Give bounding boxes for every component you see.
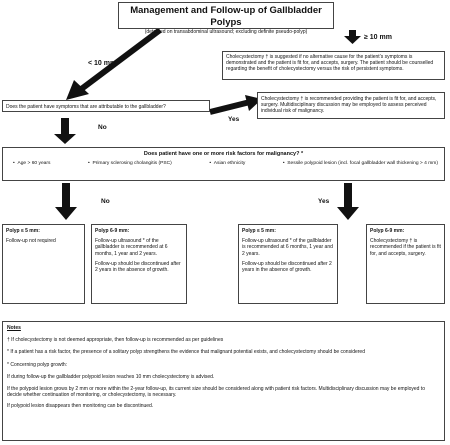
risk-factor-item: • Asian ethnicity <box>209 161 246 167</box>
label-risk-yes: Yes <box>318 198 330 205</box>
box-text: Follow-up should be discontinued after 2 years in the absence of growth. <box>242 260 332 274</box>
box-title: Polyp ≤ 5 mm: <box>242 228 276 234</box>
symptoms-question: Does the patient have symptoms that are attributable to the gallbladder? <box>6 104 166 110</box>
notes-box <box>2 321 445 441</box>
label-small: < 10 mm <box>88 60 117 67</box>
symptoms-yes-box <box>257 92 445 119</box>
page-subtitle: (detected on transabdominal ultrasound; excluding definite pseudo-polyp) <box>144 29 308 35</box>
symptoms-question-box <box>2 100 210 112</box>
note-item: If polypoid lesion disappears then monitoring can be discontinued. <box>7 403 154 410</box>
large-polyp-box <box>222 51 445 80</box>
large-polyp-text: Cholecystectomy † is suggested if no alternative cause for the patient’s symptoms is demonstrated and the patient is fit for, and accepts, surgery. The patient should be counselled regarding the benefit of cholecystectomy versus the risk of persistent symptoms. <box>226 54 434 73</box>
title-box <box>118 2 334 35</box>
note-item: If during follow-up the gallbladder polypoid lesion reaches 10 mm cholecystectomy is advised. <box>7 373 215 380</box>
box-title: Polyp 6-9 mm: <box>370 228 405 234</box>
page-title: Management and Follow-up of Gallbladder Polyps <box>130 5 322 28</box>
note-item: * If a patient has a risk factor, the presence of a solitary polyp strengthens the evidence that malignant potential exists, and cholecystectomy should be considered <box>7 349 365 356</box>
yes-mid-box <box>366 224 445 304</box>
box-text: Follow-up should be discontinued after 2 years in the absence of growth. <box>95 260 181 274</box>
box-text: Follow-up ultrasound * of the gallbladder is recommended at 6 months, 1 year and 2 years. <box>95 238 168 257</box>
label-symptoms-no: No <box>98 124 107 131</box>
arrow-risk-yes <box>337 183 359 220</box>
box-text: Follow-up ultrasound * of the gallbladder is recommended at 6 months, 1 year and 2 years. <box>242 238 333 257</box>
box-title: Polyp 6-9 mm: <box>95 228 130 234</box>
no-mid-box <box>91 224 187 304</box>
risk-factor-box <box>2 147 445 181</box>
no-small-box <box>2 224 85 304</box>
arrow-large <box>344 30 361 44</box>
notes-heading: Notes <box>7 325 21 331</box>
risk-factor-item: • Sessile polypoid lesion (incl. focal gallbladder wall thickening > 4 mm) <box>282 161 438 167</box>
note-item: † If cholecystectomy is not deemed appropriate, then follow-up is recommended as per guidelines <box>7 337 224 344</box>
risk-factor-item: • Primary sclerosing cholangitis (PSC) <box>88 161 172 167</box>
yes-small-box <box>238 224 338 304</box>
box-text: Follow-up not required <box>6 238 56 245</box>
risk-factor-item: • Age > 60 years <box>13 161 51 167</box>
risk-question: Does patient have one or more risk factors for malignancy? * <box>143 151 304 157</box>
note-item: If the polypoid lesion grows by 2 mm or more within the 2-year follow-up, its current size should be considered along with patient risk factors. Multidisciplinary discussion may be employed to decide whether continuation of monitoring, or cholecystectomy, is necessary. <box>7 386 425 399</box>
arrow-symptoms-no <box>54 118 76 144</box>
symptoms-yes-text: Cholecystectomy † is recommended providing the patient is fit for, and accepts, surgery. Multidisciplinary discussion may be employed to assess perceived individual risk of malignancy. <box>261 96 437 115</box>
note-item: * Concerning polyp growth: <box>7 361 68 368</box>
arrow-symptoms-yes <box>210 95 262 112</box>
box-title: Polyp ≤ 5 mm: <box>6 228 40 234</box>
label-large: ≥ 10 mm <box>364 34 392 41</box>
label-symptoms-yes: Yes <box>228 116 240 123</box>
risk-factor-list <box>3 157 444 167</box>
arrow-risk-no <box>55 183 77 220</box>
box-text: Cholecystectomy † is recommended if the patient is fit for, and accepts, surgery. <box>370 238 441 257</box>
label-risk-no: No <box>101 198 110 205</box>
